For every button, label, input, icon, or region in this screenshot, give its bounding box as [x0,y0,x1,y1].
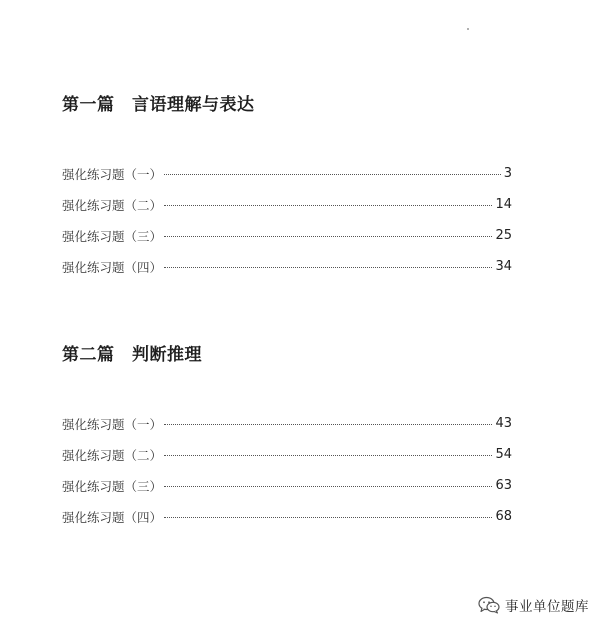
dot-leader [164,517,492,518]
scan-speck [467,28,469,30]
toc-entry-label: 强化练习题（二） [62,447,163,463]
toc-entry[interactable] [62,158,512,189]
toc-entry-page: 63 [495,478,512,493]
toc-entry-label: 强化练习题（一） [62,166,163,182]
toc-entry-page: 14 [495,197,512,212]
dot-leader [164,174,501,175]
toc-entry-page: 43 [495,416,512,431]
dot-leader [164,205,492,206]
toc-entry-page: 25 [495,228,512,243]
toc-entry[interactable] [62,189,512,220]
dot-leader [164,424,492,425]
dot-leader [164,267,492,268]
toc-entry-label: 强化练习题（四） [62,259,163,275]
wechat-icon [478,596,500,614]
part-heading [62,94,512,116]
toc-entry-label: 强化练习题（一） [62,416,163,432]
part-heading [62,344,512,366]
toc-entry-page: 68 [495,509,512,524]
toc-entry-page: 3 [503,166,512,181]
toc-entry-label: 强化练习题（四） [62,509,163,525]
toc-entry-page: 54 [495,447,512,462]
toc-section-1 [62,94,512,282]
toc-entry-label: 强化练习题（三） [62,478,163,494]
toc-entry[interactable] [62,501,512,532]
toc-entry[interactable] [62,439,512,470]
toc-entry[interactable] [62,220,512,251]
toc-entry[interactable] [62,408,512,439]
dot-leader [164,486,492,487]
part-number: 第二篇 [62,345,115,365]
toc-entry[interactable] [62,470,512,501]
watermark [478,595,589,615]
dot-leader [164,455,492,456]
watermark-text: 事业单位题库 [505,599,589,615]
toc-entry[interactable] [62,251,512,282]
toc-list [62,408,512,532]
toc-section-2 [62,344,512,532]
toc-entry-label: 强化练习题（三） [62,228,163,244]
part-title: 言语理解与表达 [132,95,255,115]
toc-entry-page: 34 [495,259,512,274]
toc-list [62,158,512,282]
part-number: 第一篇 [62,95,115,115]
part-title: 判断推理 [132,345,202,365]
dot-leader [164,236,492,237]
toc-entry-label: 强化练习题（二） [62,197,163,213]
